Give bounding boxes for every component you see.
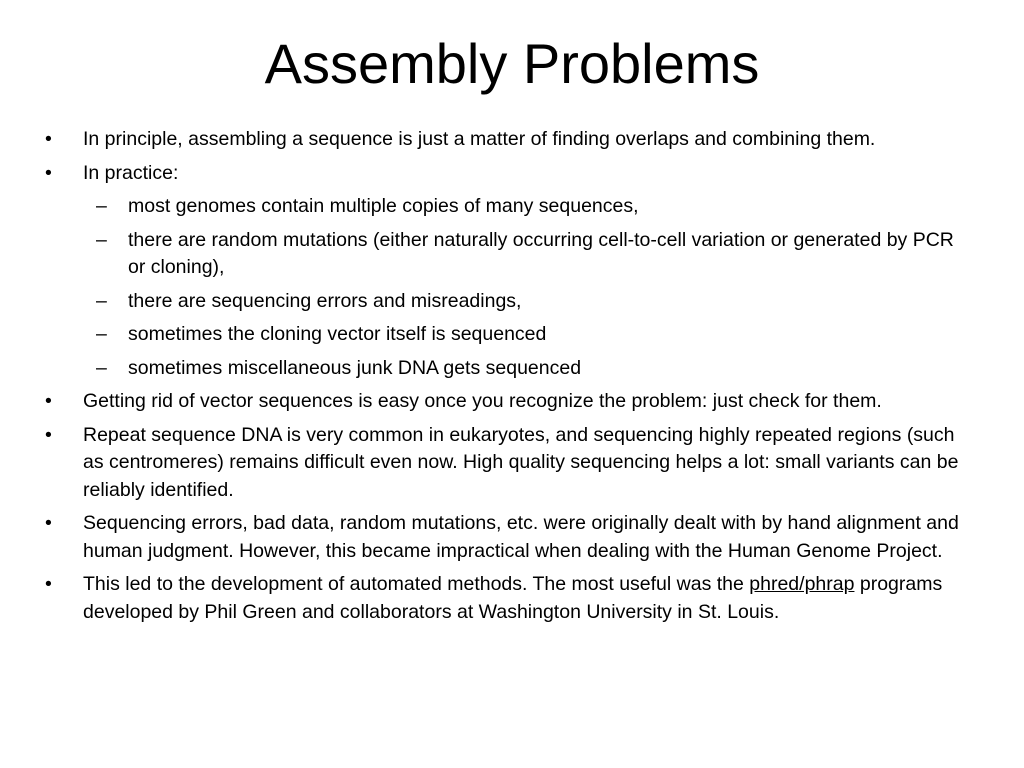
bullet-list	[44, 126, 974, 632]
sub-bullet-text: sometimes miscellaneous junk DNA gets sequenced	[128, 356, 582, 379]
dash-marker: –	[96, 195, 107, 217]
sub-bullet-text: most genomes contain multiple copies of many sequences,	[128, 195, 639, 217]
bullet-text: In principle, assembling a sequence is just a matter of finding overlaps and combining them.	[83, 128, 876, 150]
bullet-item	[44, 422, 974, 505]
bullet-item	[44, 571, 974, 626]
phred-phrap-link[interactable]: phred/phrap	[749, 573, 855, 595]
dash-marker: –	[96, 228, 107, 251]
bullet-marker: •	[45, 573, 52, 595]
bullet-item	[44, 160, 974, 188]
sub-bullet-text: there are random mutations (either naturally occurring cell-to-cell variation or generated by PCR or cloning),	[128, 228, 954, 278]
bullet-item	[44, 388, 974, 416]
bullet-text: Getting rid of vector sequences is easy once you recognize the problem: just check for them.	[83, 390, 882, 412]
sub-bullet-text: sometimes the cloning vector itself is sequenced	[128, 323, 547, 345]
bullet-text: Sequencing errors, bad data, random mutations, etc. were originally dealt with by hand alignment and human judgment. However, this became impractical when dealing with the Human Genome Project.	[83, 512, 959, 562]
bullet-text: Repeat sequence DNA is very common in eukaryotes, and sequencing highly repeated regions (such as centromeres) remains difficult even now. High quality sequencing helps a lot: small variants can be reliably identified.	[83, 423, 959, 501]
sub-bullet-item	[44, 193, 974, 221]
sub-bullet-item	[44, 355, 974, 383]
bullet-text-prefix: This led to the development of automated methods. The most useful was the	[83, 573, 750, 595]
bullet-marker: •	[45, 512, 52, 534]
sub-bullet-item	[44, 227, 974, 282]
sub-bullet-text: there are sequencing errors and misreadings,	[128, 289, 522, 312]
slide-title: Assembly Problems	[264, 32, 760, 95]
bullet-marker: •	[45, 390, 52, 412]
dash-marker: –	[96, 289, 107, 312]
bullet-text-suffix: programs developed by Phil Green and collaborators at Washington University in St. Louis.	[83, 573, 943, 623]
sub-bullet-item	[44, 321, 974, 349]
bullet-marker: •	[45, 128, 52, 150]
bullet-marker: •	[45, 423, 52, 446]
bullet-marker: •	[45, 161, 52, 184]
bullet-item	[44, 510, 974, 565]
bullet-text: In practice:	[83, 161, 179, 184]
bullet-item	[44, 126, 974, 154]
sub-bullet-item	[44, 288, 974, 316]
dash-marker: –	[96, 323, 107, 345]
dash-marker: –	[96, 356, 107, 379]
